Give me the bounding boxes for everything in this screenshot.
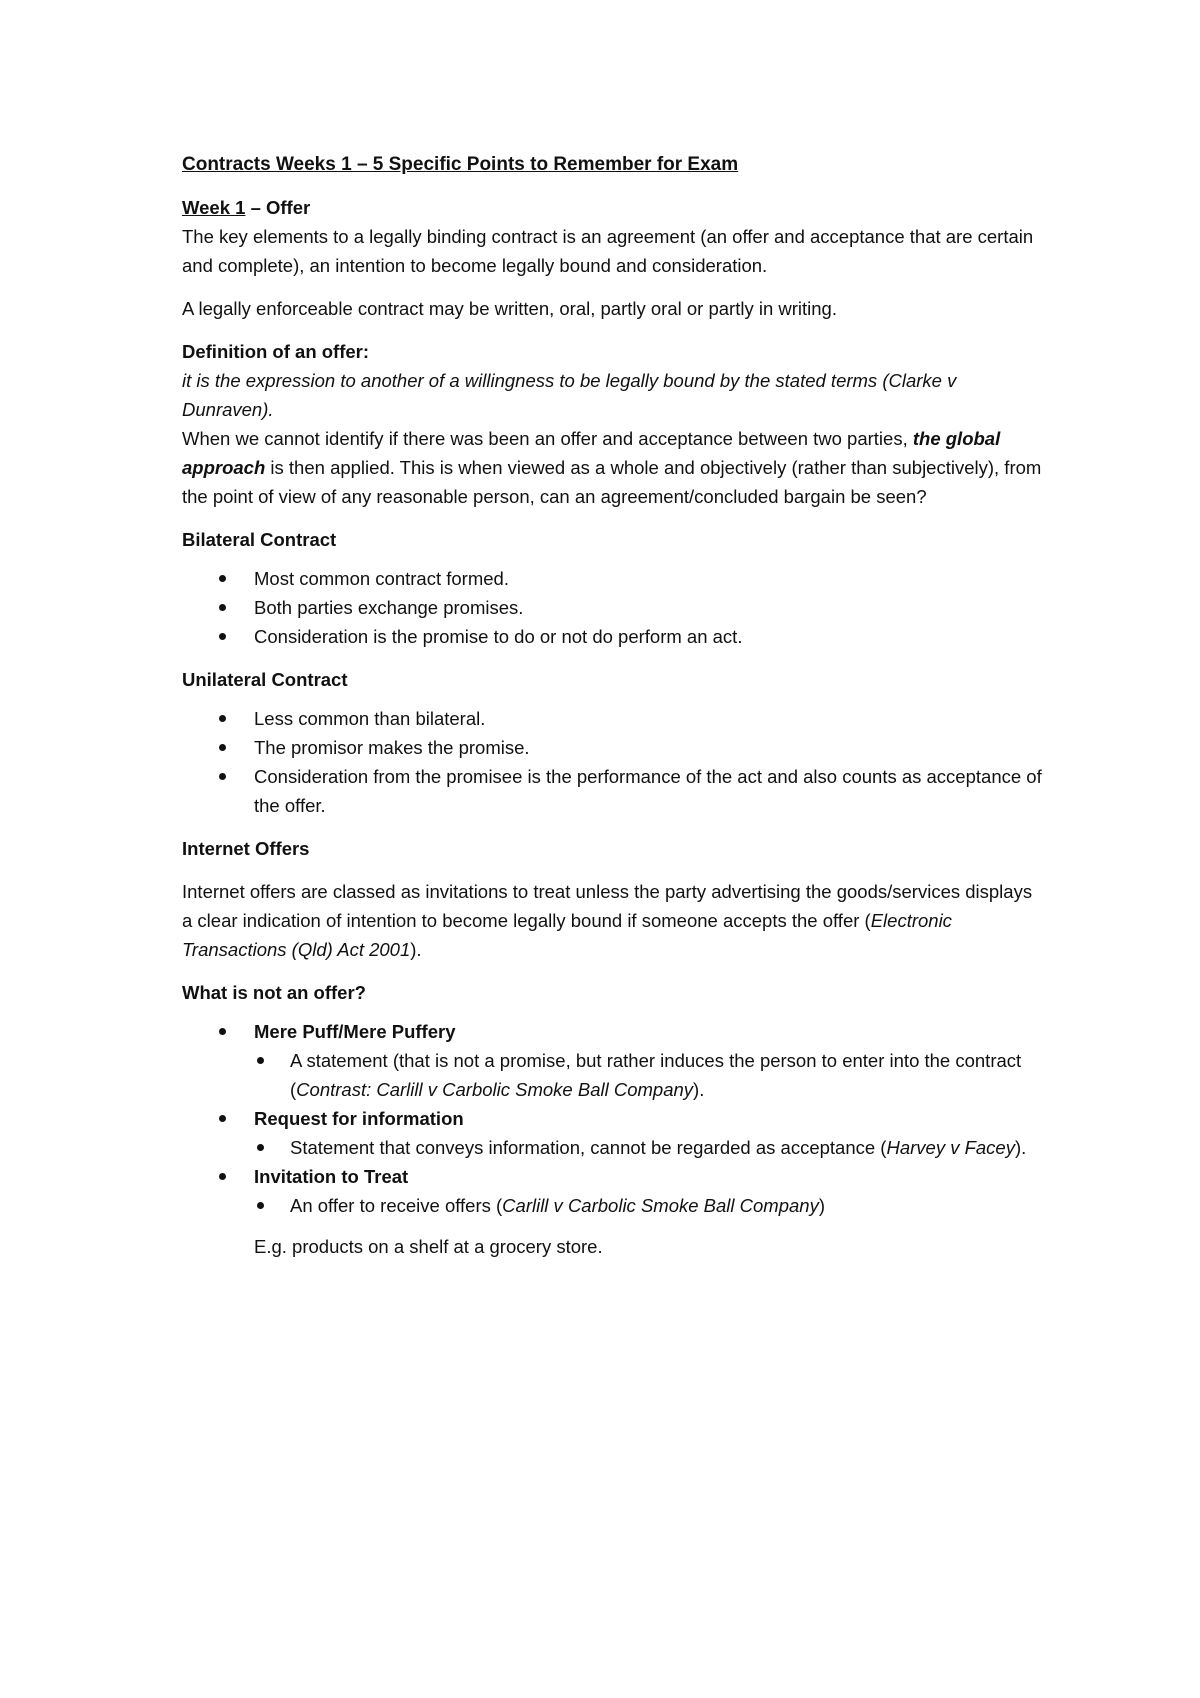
invitation-case: Carlill v Carbolic Smoke Ball Company [502,1195,819,1216]
document-body [182,150,1042,1261]
global-approach-text-2: is then applied. This is when viewed as a whole and objectively (rather than subjectively), from the point of view of any reasonable person, can an agreement/concluded bargain be seen? [182,457,1042,507]
list-item-request-info [182,1104,1042,1162]
week1-intro: The key elements to a legally binding contract is an agreement (an offer and acceptance that are certain and complete), an intention to become legally bound and consideration. [182,226,1034,276]
invitation-to-treat-sublist [254,1191,1042,1220]
list-item: Both parties exchange promises. [182,593,1042,622]
week1-forms: A legally enforceable contract may be written, oral, partly oral or partly in writing. [182,298,837,319]
internet-text-1: Internet offers are classed as invitations to treat unless the party advertising the goods/services displays a clear indication of intention to become legally bound if someone accepts the offer ( [182,881,1033,931]
unilateral-heading: Unilateral Contract [182,669,348,690]
unilateral-list [182,704,1042,820]
global-approach-paragraph [182,424,1042,511]
list-item: Most common contract formed. [182,564,1042,593]
mere-puff-text-2: ). [693,1079,705,1100]
week1-label: Week 1 [182,197,246,218]
list-item: Consideration from the promisee is the performance of the act and also counts as acceptance of the offer. [182,762,1042,820]
week1-topic: – Offer [245,197,311,218]
mere-puff-case: Contrast: Carlill v Carbolic Smoke Ball Company [296,1079,694,1100]
list-item: Less common than bilateral. [182,704,1042,733]
request-info-case: Harvey v Facey [886,1137,1015,1158]
definition-quote: it is the expression to another of a willingness to be legally bound by the stated terms (Clarke v Dunraven). [182,370,957,420]
bilateral-heading: Bilateral Contract [182,529,337,550]
internet-paragraph [182,877,1042,964]
internet-heading: Internet Offers [182,838,310,859]
sub-list-item [254,1046,1042,1104]
list-item-invitation-to-treat [182,1162,1042,1220]
definition-heading: Definition of an offer: [182,341,370,362]
document-title: Contracts Weeks 1 – 5 Specific Points to Remember for Exam [182,154,739,175]
mere-puff-text-1: A statement (that is not a promise, but rather induces the person to enter into the contract ( [290,1050,1022,1100]
not-offer-heading: What is not an offer? [182,982,366,1003]
global-approach-text-1: When we cannot identify if there was been an offer and acceptance between two parties, [182,428,913,449]
invitation-text-2: ) [818,1195,826,1216]
list-item-mere-puff [182,1017,1042,1104]
global-approach-term: the global approach [182,428,1001,478]
request-info-text-1: Statement that conveys information, cannot be regarded as acceptance ( [290,1137,887,1158]
list-item: Consideration is the promise to do or not do perform an act. [182,622,1042,651]
bilateral-list [182,564,1042,651]
mere-puff-label: Mere Puff/Mere Puffery [254,1021,456,1042]
sub-list-item [254,1133,1042,1162]
mere-puff-sublist [254,1046,1042,1104]
internet-act-citation: Electronic Transactions (Qld) Act 2001 [182,910,952,960]
list-item: The promisor makes the promise. [182,733,1042,762]
request-info-text-2: ). [1014,1137,1027,1158]
request-info-label: Request for information [254,1108,464,1129]
internet-text-2: ). [410,939,422,960]
invitation-text-1: An offer to receive offers ( [290,1195,503,1216]
request-info-sublist [254,1133,1042,1162]
grocery-example: E.g. products on a shelf at a grocery store. [254,1236,603,1257]
not-offer-list [182,1017,1042,1220]
week1-heading [182,193,1042,222]
sub-list-item [254,1191,1042,1220]
invitation-to-treat-label: Invitation to Treat [254,1166,409,1187]
